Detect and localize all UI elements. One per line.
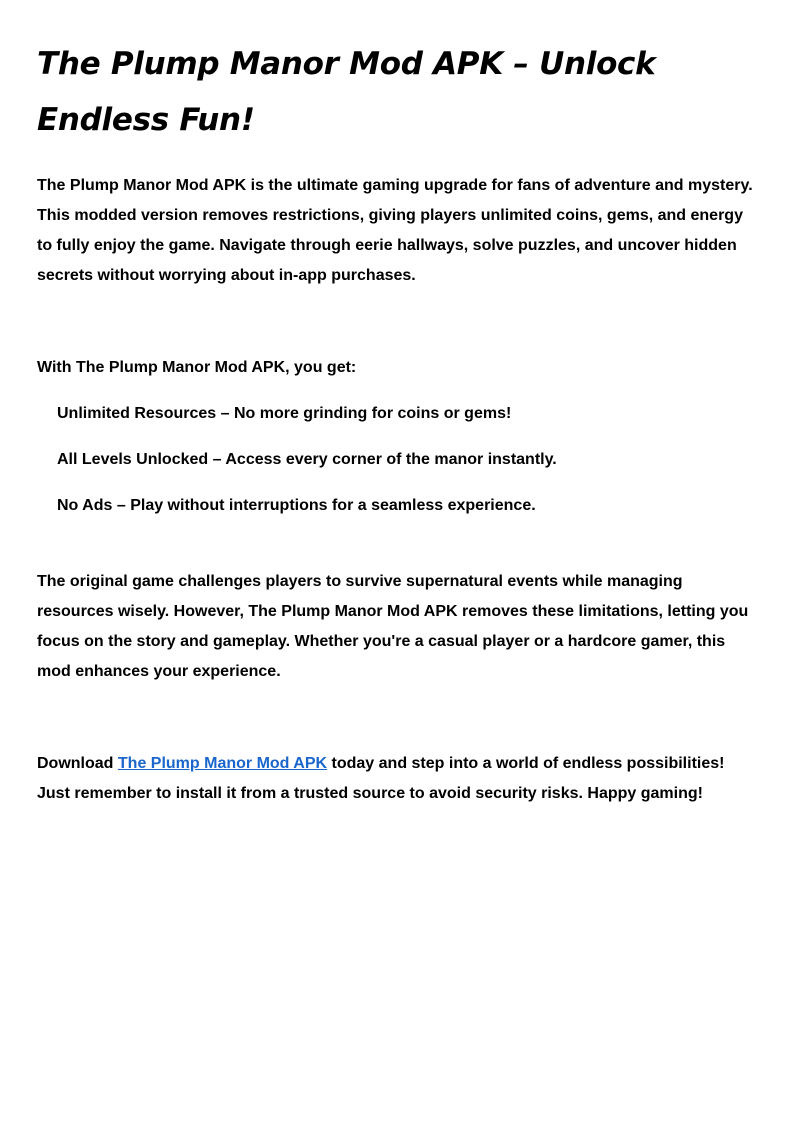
body-paragraph: The original game challenges players to survive supernatural events while managing resources wisely. However, The Plump Manor Mod APK removes these limitations, letting you focus on the story and gameplay. Whether you're a casual player or a hardcore gamer, this mod enhances your experience.	[37, 573, 749, 680]
feature-item-resources: Unlimited Resources – No more grinding for coins or gems!	[57, 405, 512, 422]
document-page	[37, 36, 757, 809]
download-suffix: today and step into a world of endless possibilities! Just remember to install it from a trusted source to avoid security risks. Happy gaming!	[37, 755, 725, 802]
download-paragraph	[37, 749, 757, 809]
download-link[interactable]: The Plump Manor Mod APK	[117, 755, 328, 772]
feature-item-no-ads: No Ads – Play without interruptions for a seamless experience.	[57, 497, 536, 514]
download-prefix: Download	[37, 755, 118, 772]
feature-item-levels: All Levels Unlocked – Access every corner of the manor instantly.	[57, 451, 557, 468]
feature-list	[37, 399, 757, 521]
page-title: The Plump Manor Mod APK – Unlock Endless Fun!	[37, 46, 656, 138]
intro-paragraph: The Plump Manor Mod APK is the ultimate gaming upgrade for fans of adventure and mystery. This modded version removes restrictions, giving players unlimited coins, gems, and energy to fully enjoy the game. Navigate through eerie hallways, solve puzzles, and uncover hidden secrets without worrying about in-app purchases.	[37, 177, 753, 284]
features-lead: With The Plump Manor Mod APK, you get:	[37, 359, 357, 376]
